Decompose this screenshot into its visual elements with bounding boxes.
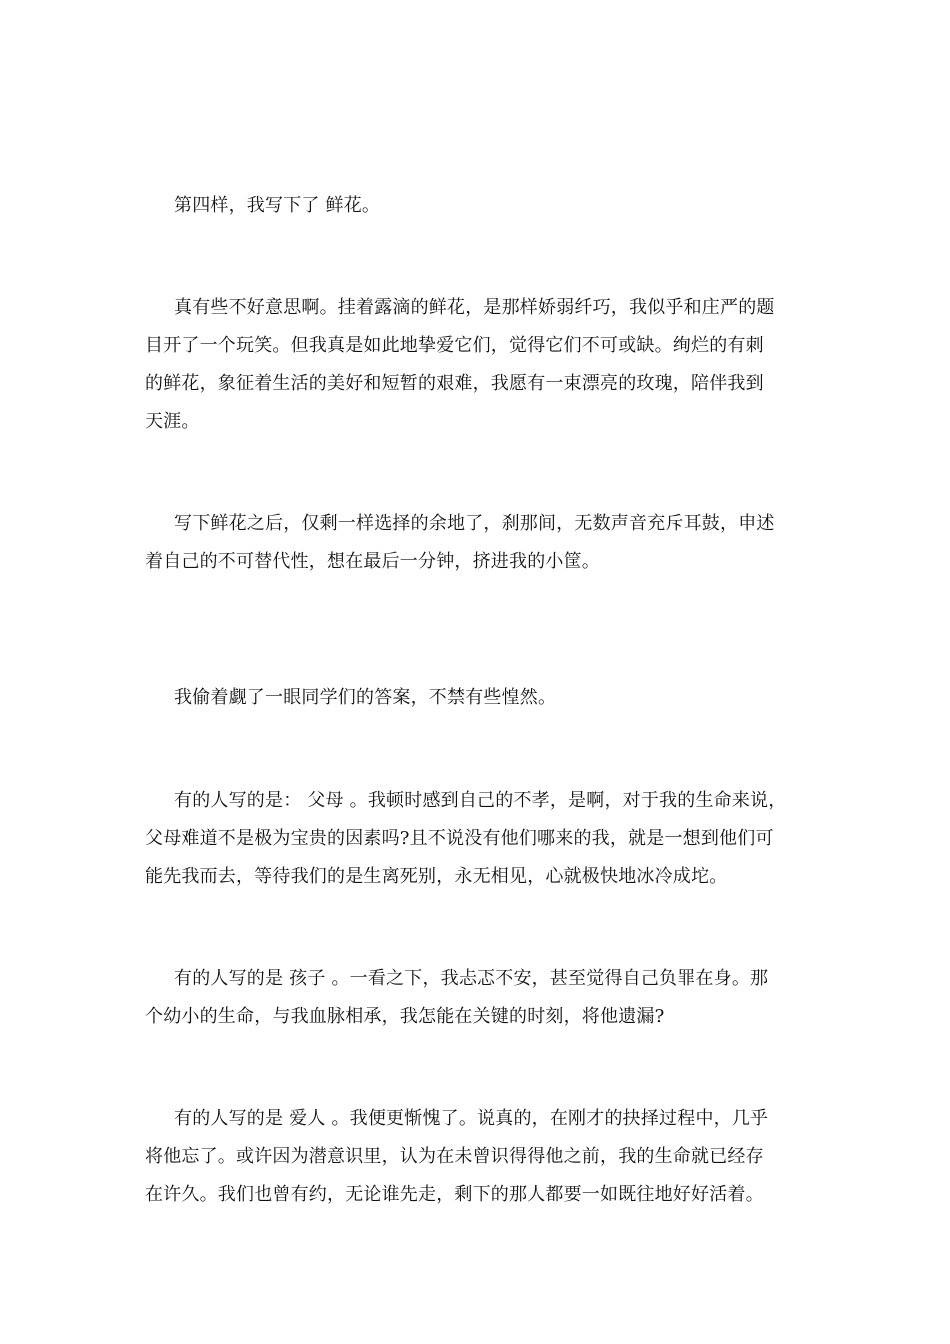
paragraph-flowers-reason	[145, 289, 810, 441]
paragraph-line: 着自己的不可替代性，想在最后一分钟，挤进我的小筐。	[145, 551, 600, 572]
paragraph-line: 我偷着觑了一眼同学们的答案，不禁有些惶然。	[174, 687, 557, 708]
paragraph-line: 天涯。	[145, 411, 200, 432]
paragraph-line: 有的人写的是 孩子 。一看之下，我忐忑不安，甚至觉得自己负罪在身。那	[174, 968, 769, 989]
paragraph-last-choice	[145, 505, 810, 581]
paragraph-line: 有的人写的是 爱人 。我便更惭愧了。说真的，在刚才的抉择过程中，几乎	[174, 1108, 769, 1129]
paragraph-spouse	[145, 1100, 810, 1214]
paragraph-parents	[145, 782, 810, 896]
paragraph-line: 父母难道不是极为宝贵的因素吗?且不说没有他们哪来的我，就是一想到他们可	[145, 828, 774, 849]
paragraph-line: 目开了一个玩笑。但我真是如此地挚爱它们，觉得它们不可或缺。绚烂的有刺	[145, 335, 764, 356]
paragraph-line: 在许久。我们也曾有约，无论谁先走，剩下的那人都要一如既往地好好活着。	[145, 1184, 764, 1205]
paragraph-line: 真有些不好意思啊。挂着露滴的鲜花，是那样娇弱纤巧，我似乎和庄严的题	[174, 297, 775, 318]
paragraph-line: 个幼小的生命，与我血脉相承，我怎能在关键的时刻，将他遗漏?	[145, 1006, 665, 1027]
paragraph-flowers	[145, 187, 810, 225]
paragraph-children	[145, 960, 810, 1036]
paragraph-line: 有的人写的是： 父母 。我顿时感到自己的不孝，是啊，对于我的生命来说，	[174, 790, 787, 811]
paragraph-line: 第四样，我写下了 鲜花。	[174, 195, 381, 216]
paragraph-line: 的鲜花，象征着生活的美好和短暂的艰难，我愿有一束漂亮的玫瑰，陪伴我到	[145, 373, 764, 394]
paragraph-peek-answers	[145, 679, 810, 717]
paragraph-line: 能先我而去，等待我们的是生离死别，永无相见，心就极快地冰冷成坨。	[145, 866, 728, 887]
paragraph-line: 将他忘了。或许因为潜意识里，认为在未曾识得得他之前，我的生命就已经存	[145, 1146, 764, 1167]
paragraph-line: 写下鲜花之后，仅剩一样选择的余地了，刹那间，无数声音充斥耳鼓，申述	[174, 513, 775, 534]
